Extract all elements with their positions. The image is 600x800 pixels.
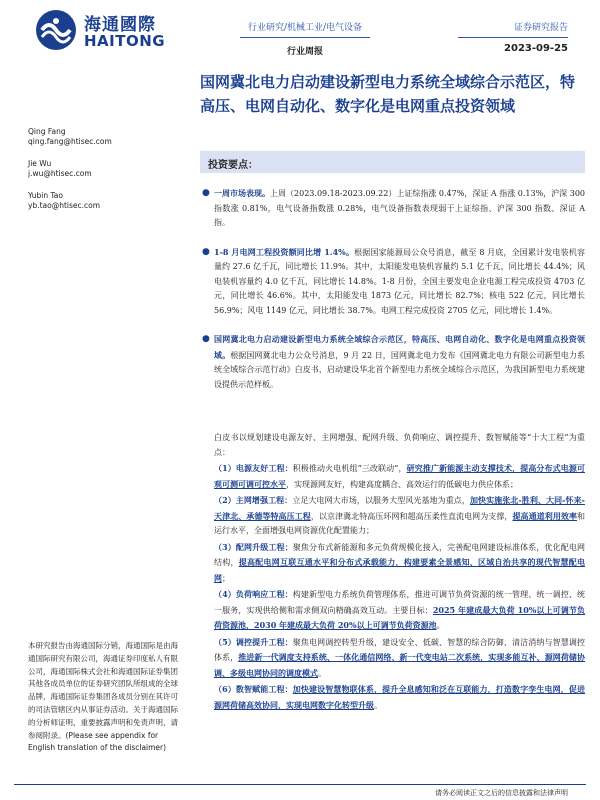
summary-label: 投资要点： [208, 160, 258, 171]
bullet-lead: 1-8 月电网工程投资额同比增 1.4%。 [214, 246, 355, 257]
analyst-email[interactable]: j.wu@htisec.com [28, 169, 92, 178]
project-text: 和运行水平，全面增强电网资源优化配置能力； [214, 511, 586, 535]
disclaimer-chinese: 本研究报告由海通国际分销，海通国际是由海通国际研究有限公司，海通证券印度私人有限公司，海通国际株式会社和海通国际证券集团其他各成员单位的证券研究团队所组成的全球品牌，海通国际证券集团各成员分别在其许可的司法管辖区内从事证券活动。关于海通国际的分析师证明，重要披露声明和免责声明，请参阅附录。 [28, 641, 178, 740]
whitepaper-section [214, 431, 585, 713]
project-text: 。 [436, 621, 445, 630]
haitong-logo [34, 8, 174, 52]
project-text: 构建新型电力系统负荷管理体系，推进可调节负荷资源的统一管理、统一调控、统一服务，实现供给侧和需求侧双向精确高效互动。主要目标： [214, 590, 585, 615]
project-key-text: 加快建设智慧物联体系，提升全息感知和泛在互联能力，打造数字孪生电网，促进源网荷储高效协同，实现电网数字化转型升级 [214, 684, 585, 710]
report-title: 国网冀北电力启动建设新型电力系统全域综合示范区，特高压、电网自动化、数字化是电网重点投资领域 [200, 73, 576, 115]
project-text: 立足大电网大市场，以服务大型风光基地为重点， [292, 496, 470, 505]
project-text: 积极推动火电机组“三改联动”， [292, 464, 407, 473]
report-header [0, 0, 600, 60]
project-key-text: 提高配电网互联互通水平和分布式承载能力，构建要素全景感知、区域自治共享的现代智慧配电网 [214, 557, 585, 583]
project-key-text: 2025 年建成最大负荷 10%以上可调节负荷资源池，2030 年建成最大负荷 20%以上可调节负荷资源池 [214, 604, 585, 630]
bullet-lead: 一周市场表现。 [214, 188, 271, 198]
project-text: 。 [318, 668, 326, 678]
bullet-item [200, 332, 585, 392]
project-key-text: 研究推广新能源主动支撑技术，提高分布式电源可观可测可调可控水平 [214, 463, 585, 489]
bullet-dot-icon: ● [202, 246, 210, 257]
project-item [214, 635, 585, 682]
project-item [214, 540, 585, 587]
analyst-name: Yubin Tao [28, 191, 63, 200]
report-date: 2023-09-25 [504, 43, 568, 54]
industry-category: 行业研究/机械工业/电气设备 [240, 20, 370, 38]
project-item [214, 587, 585, 634]
bullet-item [200, 245, 585, 319]
footer-divider [14, 784, 586, 785]
project-text: 聚焦电网调控转型升级，建设安全、低碳、智慧的综合防御、清洁消纳与智慧调控体系， [214, 637, 585, 662]
disclaimer-english: (Please see appendix for English translation of the disclaimer) [28, 730, 167, 753]
project-text: ； [222, 573, 230, 583]
investment-summary-bar [200, 151, 585, 173]
analyst-name: Jie Wu [28, 159, 52, 168]
project-text: 聚焦分布式新能源和多元负荷规模化接入，完善配电网建设标准体系，优化配电网结构， [214, 542, 585, 567]
analyst-list [28, 127, 178, 223]
haitong-logo-icon [34, 8, 78, 52]
project-heading: （4）负荷响应工程： [214, 589, 293, 599]
project-text: 。 [374, 700, 382, 710]
project-key-text: 加快实施张北-胜利、大同-怀来-天津北、承德等特高压工程 [214, 495, 585, 521]
analyst-entry [28, 159, 178, 179]
project-heading: （6）数智赋能工程： [214, 684, 293, 694]
project-heading: （5）调控提升工程： [214, 636, 293, 647]
bullet-body: 上周（2023.09.18-2023.09.22）上证综指涨 0.47%，深证 A 指涨 0.13%，沪深 300 指数涨 0.81%，电气设备指数涨 0.28%，电气设备指数表现弱于上证综指、沪深 300 指数、深证 A 指。 [214, 189, 586, 227]
logo-chinese-text: 海通國際 [84, 15, 156, 35]
header-center [240, 20, 370, 57]
project-item [214, 682, 585, 713]
footer-notice: 请务必阅读正文之后的信息披露和法律声明 [435, 789, 568, 797]
report-label: 证券研究报告 [458, 20, 568, 38]
bullet-body: 根据国网冀北电力公众号消息，9 月 22 日，国网冀北电力发布《国网冀北电力有限公司新型电力系统全域综合示范行动》白皮书，启动建设华北首个新型电力系统全域综合示范区，为我国新型电力系统建设提供示范样板。 [214, 350, 585, 389]
analyst-entry [28, 191, 178, 211]
key-points [200, 186, 585, 406]
project-item [214, 493, 585, 539]
whitepaper-intro: 白皮书以规划建设电源友好、主网增强、配网升级、负荷响应、调控提升、数智赋能等“十大工程”为重点： [214, 433, 585, 457]
project-text: ，以京津冀北特高压环网和超高压柔性直流电网为支撑， [310, 511, 513, 521]
bullet-dot-icon: ● [202, 334, 210, 344]
analyst-entry [28, 127, 178, 147]
project-heading: （1）电源友好工程： [214, 463, 293, 473]
bullet-dot-icon: ● [202, 188, 210, 198]
project-heading: （2）主网增强工程： [214, 495, 293, 505]
analyst-email[interactable]: qing.fang@htisec.com [28, 137, 112, 146]
disclaimer-sidebar [28, 640, 178, 755]
bullet-body: 根据国家能源局公众号消息，截至 8 月底，全国累计发电装机容量约 27.6 亿千瓦，同比增长 11.9%。其中，太阳能发电装机容量约 5.1 亿千瓦，同比增长 44.4%；风电装机容量约 4.0 亿千瓦，同比增长 14.8%。1-8 月份，全国主要发电企业电源工程完成投资 4703 亿元，同比增长 46.6%。其中，太阳能发电 1873 亿元，同比增长 82.7%；核电 522 亿元，同比增长 56.9%；风电 1149 亿元，同比增长 38.7%。电网工程完成投资 2705 亿元，同比增长 1.4%。 [214, 247, 585, 315]
analyst-email[interactable]: yb.tao@htisec.com [28, 201, 101, 210]
report-type: 行业周报 [286, 47, 323, 57]
analyst-name: Qing Fang [28, 127, 66, 136]
bullet-lead: 国网冀北电力启动建设新型电力系统全域综合示范区，特高压、电网自动化、数字化是电网重点投资领域。 [214, 334, 585, 360]
project-item [214, 461, 585, 492]
header-right [458, 20, 568, 54]
bullet-item [200, 186, 585, 231]
project-heading: （3）配网升级工程： [214, 541, 293, 552]
project-key-text: 提高通道利用效率 [512, 510, 578, 521]
logo-english-text: HAITONG [84, 32, 166, 50]
project-text: ，实现源网友好，构建高度耦合、高效运行的低碳电力供应体系； [286, 479, 518, 489]
project-key-text: 推进新一代调度支持系统、一体化通信网络、新一代变电站二次系统，实现多能互补、源网荷储协调、多级电网协同的调度模式 [214, 652, 585, 678]
